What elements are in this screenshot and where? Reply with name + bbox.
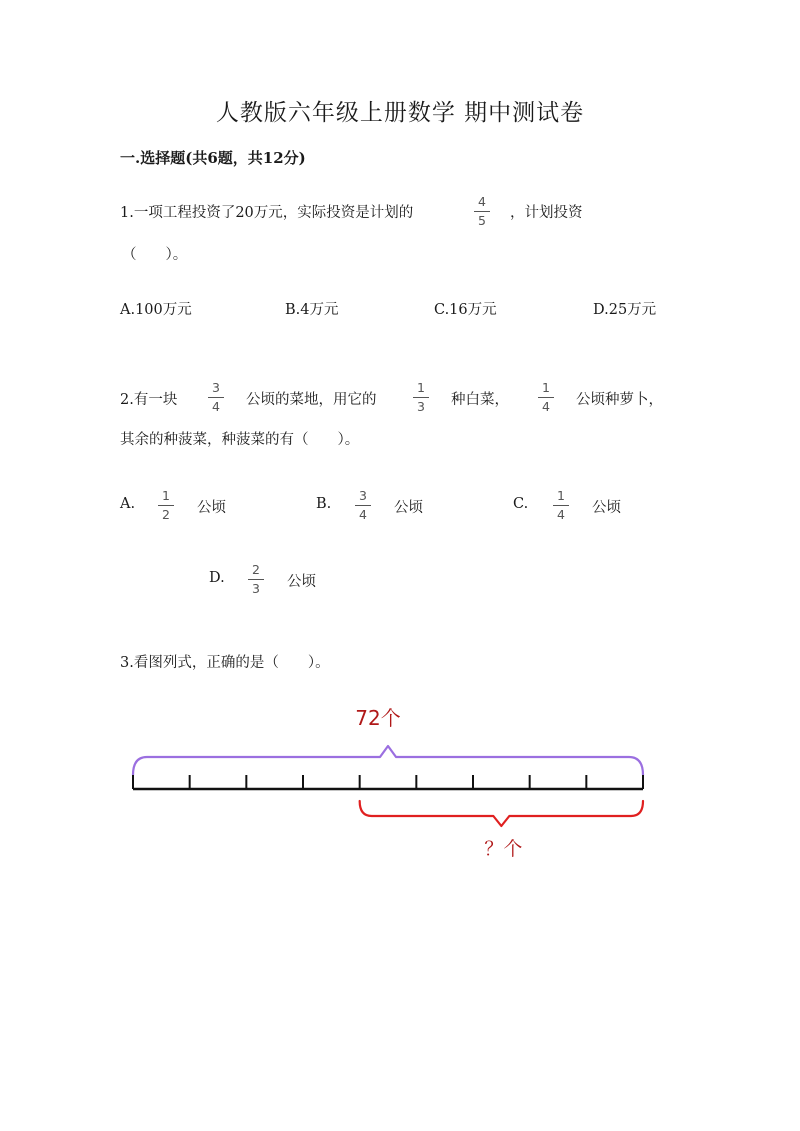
q2-option-c-fraction [550, 489, 572, 522]
fraction-bar [553, 505, 569, 506]
total-bracket [133, 746, 643, 775]
fraction-bar [355, 505, 371, 506]
q2-option-b-fraction [352, 489, 374, 522]
frac-num: 2 [252, 562, 260, 577]
q2-option-b-label: B. [316, 496, 332, 512]
fraction-bar [208, 397, 224, 398]
q1-text-c: （ ）。 [122, 247, 188, 263]
q1-text-b: ，计划投资 [510, 205, 583, 221]
q2-text-a: 2.有一块 [120, 392, 178, 408]
q2-text-d: 公顷种萝卜， [576, 392, 663, 408]
q2-option-c-label: C. [513, 496, 529, 512]
q2-fraction-2 [410, 381, 432, 414]
fraction-bar [413, 397, 429, 398]
q1-frac-num: 4 [478, 194, 486, 209]
q2-option-d-fraction [245, 563, 267, 596]
frac-num: 1 [557, 488, 565, 503]
frac-num: 1 [162, 488, 170, 503]
part-bracket [360, 801, 643, 826]
fraction-bar [248, 579, 264, 580]
section-heading: 一.选择题(共6题，共12分) [120, 149, 306, 167]
q2-fraction-3 [535, 381, 557, 414]
q2-option-d-label: D. [209, 570, 225, 586]
q2-text-c: 种白菜， [451, 392, 509, 408]
q2-text-e: 其余的种菠菜，种菠菜的有（ ）。 [120, 432, 360, 448]
q3-text: 3.看图列式，正确的是（ ）。 [120, 655, 330, 671]
q2-frac3-den: 4 [542, 399, 550, 414]
q2-option-a-fraction [155, 489, 177, 522]
q2-option-a-label: A. [120, 496, 136, 512]
q2-option-a-unit: 公顷 [197, 500, 226, 516]
frac-den: 3 [252, 581, 260, 596]
q2-frac2-num: 1 [417, 380, 425, 395]
q2-frac1-den: 4 [212, 399, 220, 414]
q2-option-b-unit: 公顷 [394, 500, 423, 516]
frac-den: 4 [557, 507, 565, 522]
q2-fraction-1 [205, 381, 227, 414]
fraction-bar [158, 505, 174, 506]
q1-text-a: 1.一项工程投资了20万元，实际投资是计划的 [120, 205, 414, 221]
part-label: ？个 [484, 838, 523, 860]
q1-option-b[interactable]: B.4万元 [285, 302, 339, 318]
q2-frac2-den: 3 [417, 399, 425, 414]
q2-option-c-unit: 公顷 [592, 500, 621, 516]
frac-den: 2 [162, 507, 170, 522]
frac-num: 3 [359, 488, 367, 503]
fraction-bar [474, 211, 490, 212]
q2-option-d-unit: 公顷 [287, 574, 316, 590]
q1-option-c[interactable]: C.16万元 [434, 302, 497, 318]
q2-frac3-num: 1 [542, 380, 550, 395]
frac-den: 4 [359, 507, 367, 522]
q1-option-a[interactable]: A.100万元 [120, 302, 192, 318]
q1-option-d[interactable]: D.25万元 [593, 302, 657, 318]
q1-fraction [471, 195, 493, 228]
page-title: 人教版六年级上册数学 期中测试卷 [215, 100, 585, 126]
fraction-bar [538, 397, 554, 398]
q2-frac1-num: 3 [212, 380, 220, 395]
q2-text-b: 公顷的菜地，用它的 [246, 392, 377, 408]
total-label: 72个 [355, 706, 401, 730]
q1-frac-den: 5 [478, 213, 486, 228]
q3-segment-diagram [120, 695, 660, 865]
